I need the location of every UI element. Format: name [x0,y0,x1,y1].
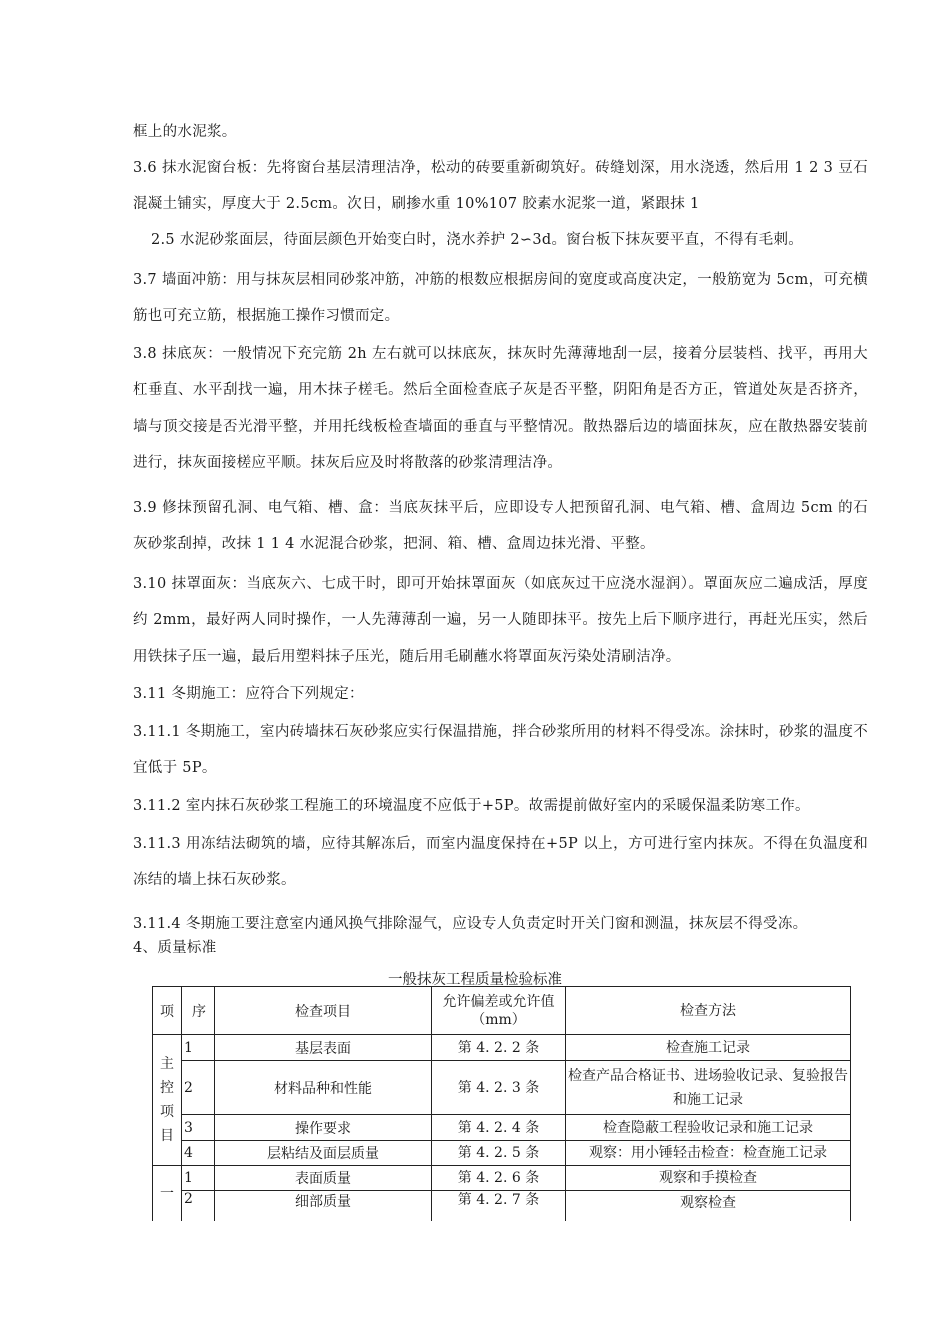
row-method: 检查产品合格证书、进场验收记录、复验报告和施工记录 [566,1061,851,1115]
paragraph: 3.6 抹水泥窗台板：先将窗台基层清理洁净，松动的砖要重新砌筑好。砖缝划深，用水浇透，然后用 1 2 3 豆石混凝土铺实，厚度大于 2.5cm。次日，刷掺水重 10%107 胶素水泥浆一道，紧跟抹 1 [133,160,868,213]
table-row [153,1035,851,1061]
paragraph: 3.11 冬期施工：应符合下列规定： [133,686,364,702]
paragraph: 3.9 修抹预留孔洞、电气箱、槽、盒：当底灰抹平后，应即设专人把预留孔洞、电气箱、槽、盒周边 5cm 的石灰砂浆刮掉，改抹 1 1 4 水泥混合砂浆，把洞、箱、槽、盒周边抹光滑、平整。 [133,500,868,553]
row-tolerance: 第 4. 2. 5 条 [432,1141,566,1166]
paragraph: 3.8 抹底灰：一般情况下充完筋 2h 左右就可以抹底灰，抹灰时先薄薄地刮一层，接着分层装档、找平，再用大杠垂直、水平刮找一遍，用木抹子槎毛。然后全面检查底子灰是否平整，阴阳角是否方正，管道处灰是否挤齐，墙与顶交接是否光滑平整，并用托线板检查墙面的垂直与平整情况。散热器后边的墙面抹灰，应在散热器安装前进行，抹灰面接槎应平顺。抹灰后应及时将散落的砂浆清理洁净。 [133,346,868,472]
paragraph: 3.11.1 冬期施工，室内砖墙抹石灰砂浆应实行保温措施，拌合砂浆所用的材料不得受冻。涂抹时，砂浆的温度不宜低于 5P。 [133,724,868,777]
header-xiang: 项 [153,987,182,1035]
row-no: 4 [182,1141,215,1166]
row-tolerance: 第 4. 2. 7 条 [432,1191,566,1221]
row-tolerance: 第 4. 2. 3 条 [432,1061,566,1115]
row-item: 操作要求 [215,1115,432,1141]
paragraph: 3.10 抹罩面灰：当底灰六、七成干时，即可开始抹罩面灰（如底灰过干应浇水湿润）。罩面灰应二遍成活，厚度约 2mm，最好两人同时操作，一人先薄薄刮一遍，另一人随即抹平。按先上后下顺序进行，再赶光压实，然后用铁抹子压一遍，最后用塑料抹子压光，随后用毛刷蘸水将罩面灰污染处清刷洁净。 [133,576,868,665]
row-method: 检查施工记录 [566,1035,851,1061]
table-row [153,1115,851,1141]
table-row [153,1061,851,1115]
row-tolerance: 第 4. 2. 2 条 [432,1035,566,1061]
row-no: 2 [182,1061,215,1115]
header-item: 检查项目 [215,987,432,1035]
row-no: 1 [182,1035,215,1061]
row-item: 表面质量 [215,1166,432,1191]
row-item: 层粘结及面层质量 [215,1141,432,1166]
table-row [153,1141,851,1166]
row-method: 观察检查 [566,1191,851,1221]
group-general: 一 [153,1166,182,1221]
paragraph: 3.11.4 冬期施工要注意室内通风换气排除湿气，应设专人负责定时开关门窗和测温，抹灰层不得受冻。 [133,916,808,932]
row-tolerance: 第 4. 2. 4 条 [432,1115,566,1141]
row-item: 细部质量 [215,1191,432,1221]
paragraph: 3.11.2 室内抹石灰砂浆工程施工的环境温度不应低于+5P。故需提前做好室内的采暖保温柔防寒工作。 [133,798,810,814]
paragraph: 2.5 水泥砂浆面层，待面层颜色开始变白时，浇水养护 2∽3d。窗台板下抹灰要平直，不得有毛刺。 [151,232,804,248]
paragraph: 框上的水泥浆。 [133,124,237,140]
header-tolerance: 允许偏差或允许值（mm） [432,987,566,1035]
paragraph: 3.11.3 用冻结法砌筑的墙，应待其解冻后，而室内温度保持在+5P 以上，方可进行室内抹灰。不得在负温度和冻结的墙上抹石灰砂浆。 [133,836,868,889]
table-header-row [153,987,851,1035]
table-row [153,1191,851,1221]
group-main-control: 主 控 项 目 [153,1035,182,1166]
row-no: 1 [182,1166,215,1191]
table-caption: 一般抹灰工程质量检验标准 [388,972,562,988]
quality-standard-table [152,986,851,1221]
row-tolerance: 第 4. 2. 6 条 [432,1166,566,1191]
header-method: 检查方法 [566,987,851,1035]
row-item: 材料品种和性能 [215,1061,432,1115]
row-no: 3 [182,1115,215,1141]
row-item: 基层表面 [215,1035,432,1061]
paragraph: 3.7 墙面冲筋：用与抹灰层相同砂浆冲筋，冲筋的根数应根据房间的宽度或高度决定，一般筋宽为 5cm，可充横筋也可充立筋，根据施工操作习惯而定。 [133,272,868,325]
row-method: 观察：用小锤轻击检查：检查施工记录 [566,1141,851,1166]
header-xu: 序 [182,987,215,1035]
row-method: 检查隐蔽工程验收记录和施工记录 [566,1115,851,1141]
row-method: 观察和手摸检查 [566,1166,851,1191]
row-no: 2 [182,1191,215,1221]
table-row [153,1166,851,1191]
section-heading: 4、质量标准 [133,940,217,956]
